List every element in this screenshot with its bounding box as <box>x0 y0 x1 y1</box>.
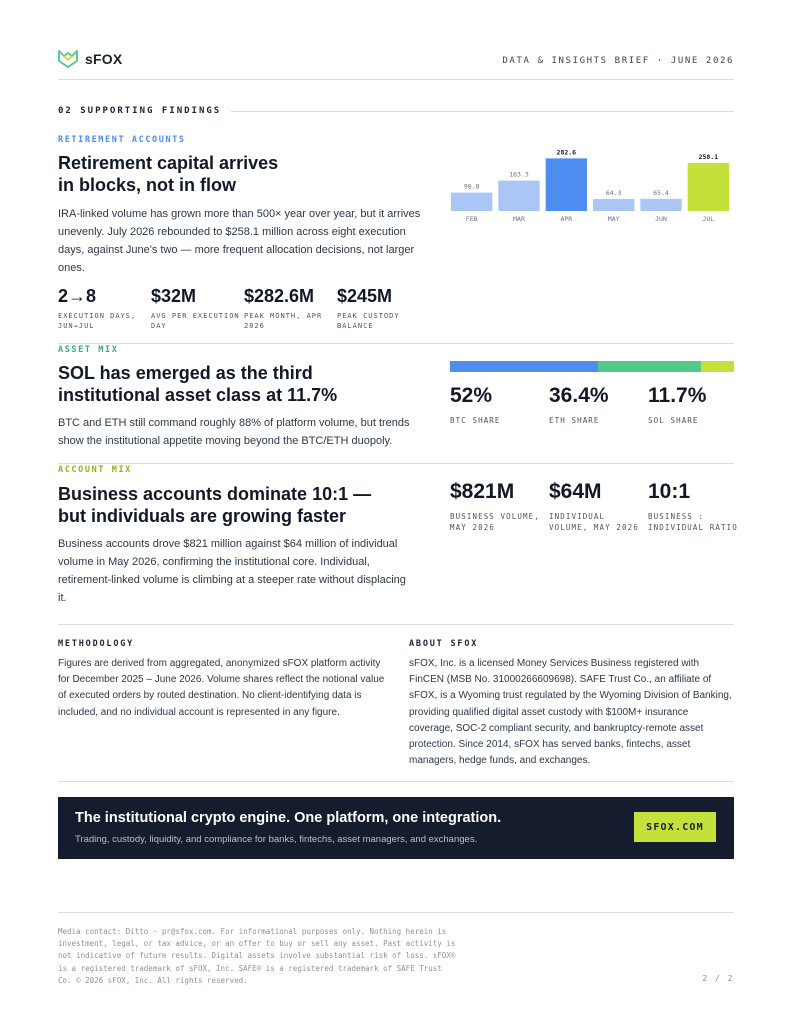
retirement-stat-label: EXECUTION DAYS, JUN→JUL <box>58 312 137 330</box>
share-segment-sol <box>701 361 734 372</box>
retirement-stat-value: $282.6M <box>244 286 315 306</box>
account-mix-stat-label: BUSINESS VOLUME, MAY 2026 <box>450 512 540 532</box>
bar-value-label: 64.3 <box>605 189 622 198</box>
cta-banner <box>58 797 734 859</box>
page-header <box>58 50 734 80</box>
methodology-heading: METHODOLOGY <box>58 639 135 649</box>
retirement-stat-value: 2→8 <box>58 286 97 306</box>
bar-jun <box>640 199 681 211</box>
bar-category-label: JUN <box>655 215 667 223</box>
asset-share-stat-label: BTC SHARE <box>450 416 501 425</box>
retirement-stat <box>58 286 136 331</box>
bar-feb <box>451 193 492 211</box>
retirement-stat-value: $32M <box>151 286 197 306</box>
asset-mix-title-line2: institutional asset class at 11.7% <box>58 385 338 405</box>
brand-name: sFOX <box>85 51 123 67</box>
divider-2 <box>58 463 734 464</box>
bar-value-label: 163.3 <box>509 170 529 179</box>
asset-share-stat <box>549 384 609 427</box>
account-mix-stat-value: $821M <box>450 480 515 503</box>
retirement-stat <box>151 286 240 331</box>
bar-may <box>593 199 634 211</box>
about-heading: ABOUT SFOX <box>409 639 479 649</box>
bar-value-label: 65.4 <box>653 188 669 197</box>
account-mix-title-line2: but individuals are growing faster <box>58 506 347 526</box>
retirement-stat-label: AVG PER EXECUTION DAY <box>151 312 240 330</box>
asset-mix-title <box>58 362 428 406</box>
retirement-stat-label: PEAK MONTH, APR 2026 <box>244 312 323 330</box>
legal-disclaimer: Media contact: Ditto · pr@sfox.com. For informational purposes only. Nothing herein is investment, legal, or tax advice, or an offer to buy or sell any asset. Past activity is not indicative of future results. Digital assets involve substantial risk of loss. sFOX® is a registered trademark of sFOX, Inc. SAFE® is a registered trademark of SAFE Trust Co. © 2026 sFOX, Inc. All rights reserved. <box>58 927 456 985</box>
account-mix-body: Business accounts drove $821 million against $64 million of individual volume in May 2026, confirming the institutional core. Individual, retirement-linked volume is climbing at a steeper rate without displacing it. <box>58 538 406 604</box>
brand-logo[interactable] <box>58 50 122 68</box>
account-mix-stat-label: BUSINESS : INDIVIDUAL RATIO <box>648 512 738 532</box>
retirement-stat-label: PEAK CUSTODY BALANCE <box>337 312 400 330</box>
retirement-volume-chart <box>450 148 734 228</box>
methodology-body: Figures are derived from aggregated, anonymized sFOX platform activity for December 2025 – June 2026. Volume shares reflect the notional value of executed orders by routed destination. No client-identifying data is included, and no individual account is represented in any figure. <box>58 658 385 718</box>
share-segment-eth <box>598 361 701 372</box>
asset-share-stat-value: 36.4% <box>549 384 609 407</box>
retirement-title-line1: Retirement capital arrives <box>58 153 279 173</box>
account-mix-stat-value: $64M <box>549 480 602 503</box>
about-body: sFOX, Inc. is a licensed Money Services Business registered with FinCEN (MSB No. 31000266609698). SAFE Trust Co., an affiliate of sFOX, is a Wyoming trust regulated by the Wyoming Division of Banking, providing qualified digital asset custody with $100M+ insurance coverage, SOC-2 compliant security, and bankruptcy-remote asset protection. Since 2014, sFOX has served banks, fintechs, asset managers, hedge funds, and exchanges. <box>409 658 732 767</box>
retirement-kicker: RETIREMENT ACCOUNTS <box>58 135 186 145</box>
bar-category-label: MAY <box>607 215 620 223</box>
asset-share-stat <box>450 384 501 427</box>
retirement-title-line2: in blocks, not in flow <box>58 175 236 195</box>
retirement-body: IRA-linked volume has grown more than 500× year over year, but it arrives unevenly. July 2026 rebounded to $258.1 million across eight execution days, against June's two — more frequent allocation decisions, not larger ones. <box>58 208 421 274</box>
bar-value-label: 98.8 <box>463 182 480 191</box>
share-segment-btc <box>450 361 598 372</box>
bar-category-label: JUL <box>702 215 715 223</box>
asset-mix-kicker: ASSET MIX <box>58 345 119 355</box>
account-mix-stat-label: INDIVIDUAL VOLUME, MAY 2026 <box>549 512 639 532</box>
asset-share-stat-label: SOL SHARE <box>648 416 699 425</box>
retirement-stat <box>337 286 400 331</box>
bar-mar <box>498 181 539 211</box>
asset-share-stat-value: 52% <box>450 384 493 407</box>
account-mix-kicker: ACCOUNT MIX <box>58 465 132 475</box>
section-label: 02 SUPPORTING FINDINGS <box>58 106 222 116</box>
retirement-stat-value: $245M <box>337 286 393 306</box>
bar-category-label: APR <box>560 215 573 223</box>
bar-apr <box>546 158 587 211</box>
asset-mix-title-line1: SOL has emerged as the third <box>58 363 313 383</box>
divider-5 <box>58 912 734 913</box>
account-mix-stat <box>648 480 738 533</box>
retirement-stat <box>244 286 322 331</box>
account-mix-stat-value: 10:1 <box>648 480 691 503</box>
asset-share-stat-label: ETH SHARE <box>549 416 600 425</box>
divider-4 <box>58 781 734 782</box>
bar-category-label: FEB <box>465 215 478 223</box>
retirement-title <box>58 152 418 196</box>
asset-share-bar <box>450 361 734 372</box>
account-mix-title-line1: Business accounts dominate 10:1 — <box>58 484 372 504</box>
bar-category-label: MAR <box>513 215 525 223</box>
section-heading <box>58 104 734 118</box>
sfox-logo-icon <box>58 50 78 68</box>
asset-mix-body: BTC and ETH still command roughly 88% of platform volume, but trends show the institutional appetite moving beyond the BTC/ETH duopoly. <box>58 417 410 447</box>
banner-subtitle: Trading, custody, liquidity, and compliance for banks, fintechs, asset managers, and exchanges. <box>75 834 478 845</box>
account-mix-stat <box>450 480 540 533</box>
banner-title: The institutional crypto engine. One platform, one integration. <box>75 810 502 826</box>
divider-3 <box>58 624 734 625</box>
website-button[interactable]: SFOX.COM <box>634 812 716 842</box>
section-rule <box>231 111 734 112</box>
brief-title: DATA & INSIGHTS BRIEF · JUNE 2026 <box>502 56 734 66</box>
account-mix-stat <box>549 480 639 533</box>
bar-jul <box>688 163 729 211</box>
asset-share-stat-value: 11.7% <box>648 384 707 407</box>
bar-value-label: 282.6 <box>556 148 577 157</box>
page-number: 2 / 2 <box>702 974 734 983</box>
divider-1 <box>58 343 734 344</box>
bar-value-label: 258.1 <box>698 152 719 161</box>
asset-share-stat <box>648 384 706 427</box>
account-mix-title <box>58 483 428 527</box>
